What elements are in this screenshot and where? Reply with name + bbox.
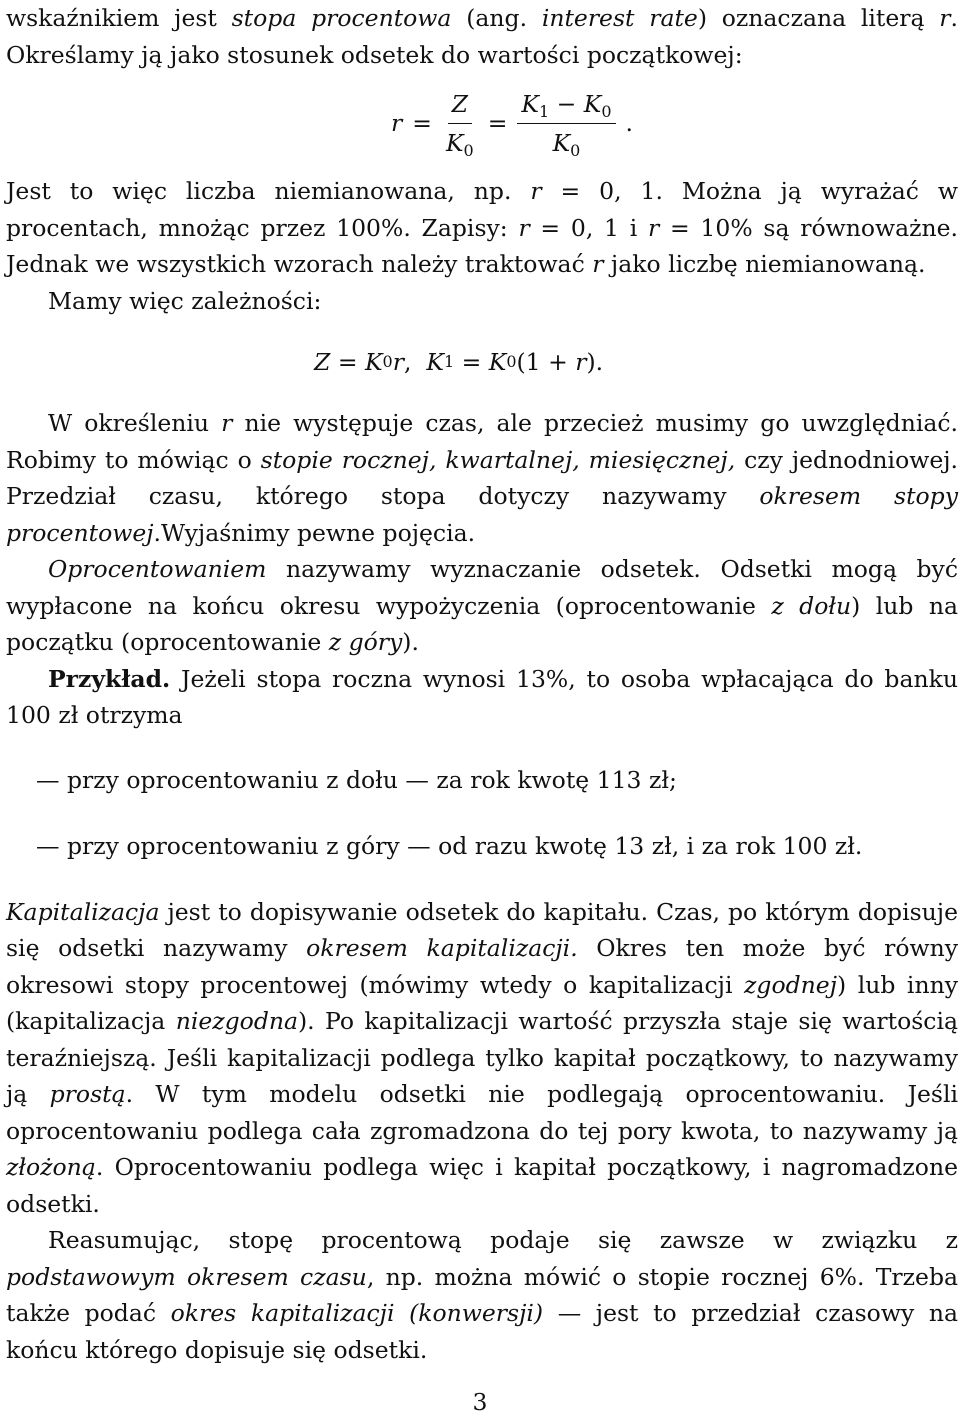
term-okres-stopy: okresem stopy procentowej bbox=[6, 482, 958, 547]
term-zlozona: złożoną bbox=[6, 1153, 96, 1181]
fraction-numerator: Z bbox=[448, 87, 472, 124]
text: = 10% są równoważne. Jednak we wszystkich wzorach należy traktować bbox=[6, 213, 959, 278]
term-zgodna: zgodnej bbox=[744, 970, 837, 999]
term-kapitalizacja: Kapitalizacja bbox=[6, 897, 160, 926]
text: = 0, 1 i bbox=[529, 213, 648, 242]
math-r: r bbox=[391, 108, 403, 137]
paragraph-summary bbox=[6, 1222, 958, 1368]
text: jako liczbę niemianowaną. bbox=[603, 250, 926, 278]
fraction-numerator bbox=[517, 87, 615, 124]
text: . Określamy ją jako stosunek odsetek do wartości początkowej: bbox=[6, 4, 959, 69]
math-minus: − bbox=[549, 89, 584, 118]
paragraph-dimensionless bbox=[6, 173, 958, 283]
term-okres-kapitalizacji-konwersji: okres kapitalizacji (konwersji) bbox=[170, 1299, 544, 1327]
example-heading: Przykład. bbox=[48, 664, 171, 693]
math-k: K bbox=[426, 347, 444, 376]
paragraph-example bbox=[6, 661, 958, 734]
math-z: Z bbox=[314, 347, 331, 376]
text: wskaźnikiem jest bbox=[6, 4, 232, 32]
text: nie występuje czas, ale przecież musimy go uwzględniać. Robimy to mówiąc o bbox=[6, 409, 958, 474]
math-period: . bbox=[625, 108, 633, 137]
math-paren: (1 + bbox=[516, 347, 576, 376]
math-r: r bbox=[939, 4, 951, 32]
math-k: K bbox=[521, 89, 539, 118]
term-stopa-okresowa: stopie rocznej, kwartalnej, miesięcznej, bbox=[260, 445, 736, 474]
paragraph-dependencies: Mamy więc zależności: bbox=[48, 286, 322, 315]
math-r: r bbox=[518, 213, 530, 242]
math-r: r bbox=[221, 409, 233, 437]
term-podstawowy-okres: podstawowym okresem czasu bbox=[6, 1262, 367, 1291]
formula-interest-rate bbox=[66, 73, 958, 173]
subscript: 0 bbox=[463, 140, 474, 160]
text: ). Po kapitalizacji wartość przyszła staje się wartością teraźniejszą. Jeśli kapitalizacji podlega tylko kapitał początkowy, to nazywamy ją bbox=[6, 1007, 958, 1108]
text: . Oprocentowaniu podlega więc i kapitał początkowy, i nagromadzone odsetki. bbox=[6, 1153, 958, 1218]
text: = 0, 1. Można ją wyrażać w procentach, mnożąc przez 100%. Zapisy: bbox=[6, 177, 958, 242]
term-stopa-procentowa: stopa procentowa bbox=[231, 4, 452, 32]
term-prosta: prostą bbox=[49, 1080, 126, 1108]
paragraph-oprocentowanie bbox=[6, 551, 958, 661]
text: Okres ten może być równy okresowi stopy procentowej (mówimy wtedy o kapitalizacji bbox=[6, 934, 959, 999]
math-k: K bbox=[488, 347, 507, 376]
paragraph-interest-rate-intro bbox=[6, 0, 958, 73]
math-r: r bbox=[392, 347, 404, 376]
text: Jeżeli stopa roczna wynosi 13%, to osoba wpłacająca do banku 100 zł otrzyma bbox=[6, 664, 958, 729]
paragraph-time-period bbox=[6, 405, 958, 551]
term-okres-kapitalizacji: okresem kapitalizacji. bbox=[306, 934, 578, 962]
math-equals: = bbox=[487, 108, 508, 137]
paragraph-kapitalizacja bbox=[6, 894, 958, 1223]
page-number: 3 bbox=[472, 1388, 488, 1416]
math-r: r bbox=[648, 213, 660, 242]
text: nazywamy wyznaczanie odsetek. Odsetki mogą być wypłacone na końcu okresu wypożyczenia (oprocentowanie bbox=[6, 555, 958, 620]
math-k: K bbox=[445, 128, 464, 157]
text: Jest to więc liczba niemianowana, np. bbox=[6, 177, 531, 205]
subscript: 0 bbox=[570, 140, 581, 160]
text: W określeniu bbox=[48, 409, 222, 437]
term-z-gory: z góry bbox=[328, 628, 403, 656]
math-k: K bbox=[552, 128, 571, 157]
text: jest to dopisywanie odsetek do kapitału. Czas, po którym dopisuje się odsetki nazywamy bbox=[6, 897, 958, 962]
term-z-dolu: z dołu bbox=[771, 591, 852, 620]
text: (ang. bbox=[451, 4, 542, 32]
fraction-k1-minus-k0-over-k0 bbox=[517, 87, 615, 160]
fraction-z-over-k0 bbox=[442, 87, 478, 160]
text: czy jednodniowej. Przedział czasu, którego stopa dotyczy nazywamy bbox=[6, 445, 959, 510]
fraction-denominator bbox=[442, 124, 478, 160]
formula-dependencies: Z = K 0 r , K 1 = K 0 (1 + r ). bbox=[6, 319, 958, 405]
text: ). bbox=[402, 628, 419, 656]
math-paren: ). bbox=[586, 347, 604, 376]
subscript: 0 bbox=[601, 101, 612, 121]
list-item: — przy oprocentowaniu z góry — od razu kwotę 13 zł, i za rok 100 zł. bbox=[36, 832, 863, 861]
math-k: K bbox=[583, 89, 602, 118]
math-r: r bbox=[592, 250, 604, 278]
math-r: r bbox=[575, 347, 587, 376]
subscript: 1 bbox=[538, 101, 550, 121]
text: .Wyjaśnimy pewne pojęcia. bbox=[153, 518, 476, 547]
math-equals: = bbox=[454, 347, 489, 376]
term-niezgodna: niezgodna bbox=[175, 1007, 299, 1035]
text: , np. można mówić o stopie rocznej 6%. Trzeba także podać bbox=[6, 1262, 958, 1327]
text: — jest to przedział czasowy na końcu którego dopisuje się odsetki. bbox=[6, 1299, 958, 1364]
math-comma: , bbox=[403, 347, 427, 376]
math-equals: = bbox=[330, 347, 365, 376]
term-interest-rate: interest rate bbox=[541, 4, 698, 32]
text: ) oznaczana literą bbox=[697, 4, 940, 32]
text: Reasumując, stopę procentową podaje się zawsze w związku z bbox=[48, 1226, 958, 1254]
list-item: — przy oprocentowaniu z dołu — za rok kwotę 113 zł; bbox=[36, 766, 677, 795]
text: ) lub na początku (oprocentowanie bbox=[6, 591, 959, 656]
text: ) lub inny (kapitalizacja bbox=[6, 970, 958, 1035]
fraction-denominator bbox=[549, 124, 585, 160]
math-equals: = bbox=[412, 108, 432, 137]
math-k: K bbox=[364, 347, 383, 376]
term-oprocentowanie: Oprocentowaniem bbox=[48, 555, 267, 583]
math-r: r bbox=[530, 177, 542, 205]
text: . W tym modelu odsetki nie podlegają oprocentowaniu. Jeśli oprocentowaniu podlega cała zgromadzona do tej pory kwota, to nazywamy ją bbox=[6, 1080, 958, 1145]
